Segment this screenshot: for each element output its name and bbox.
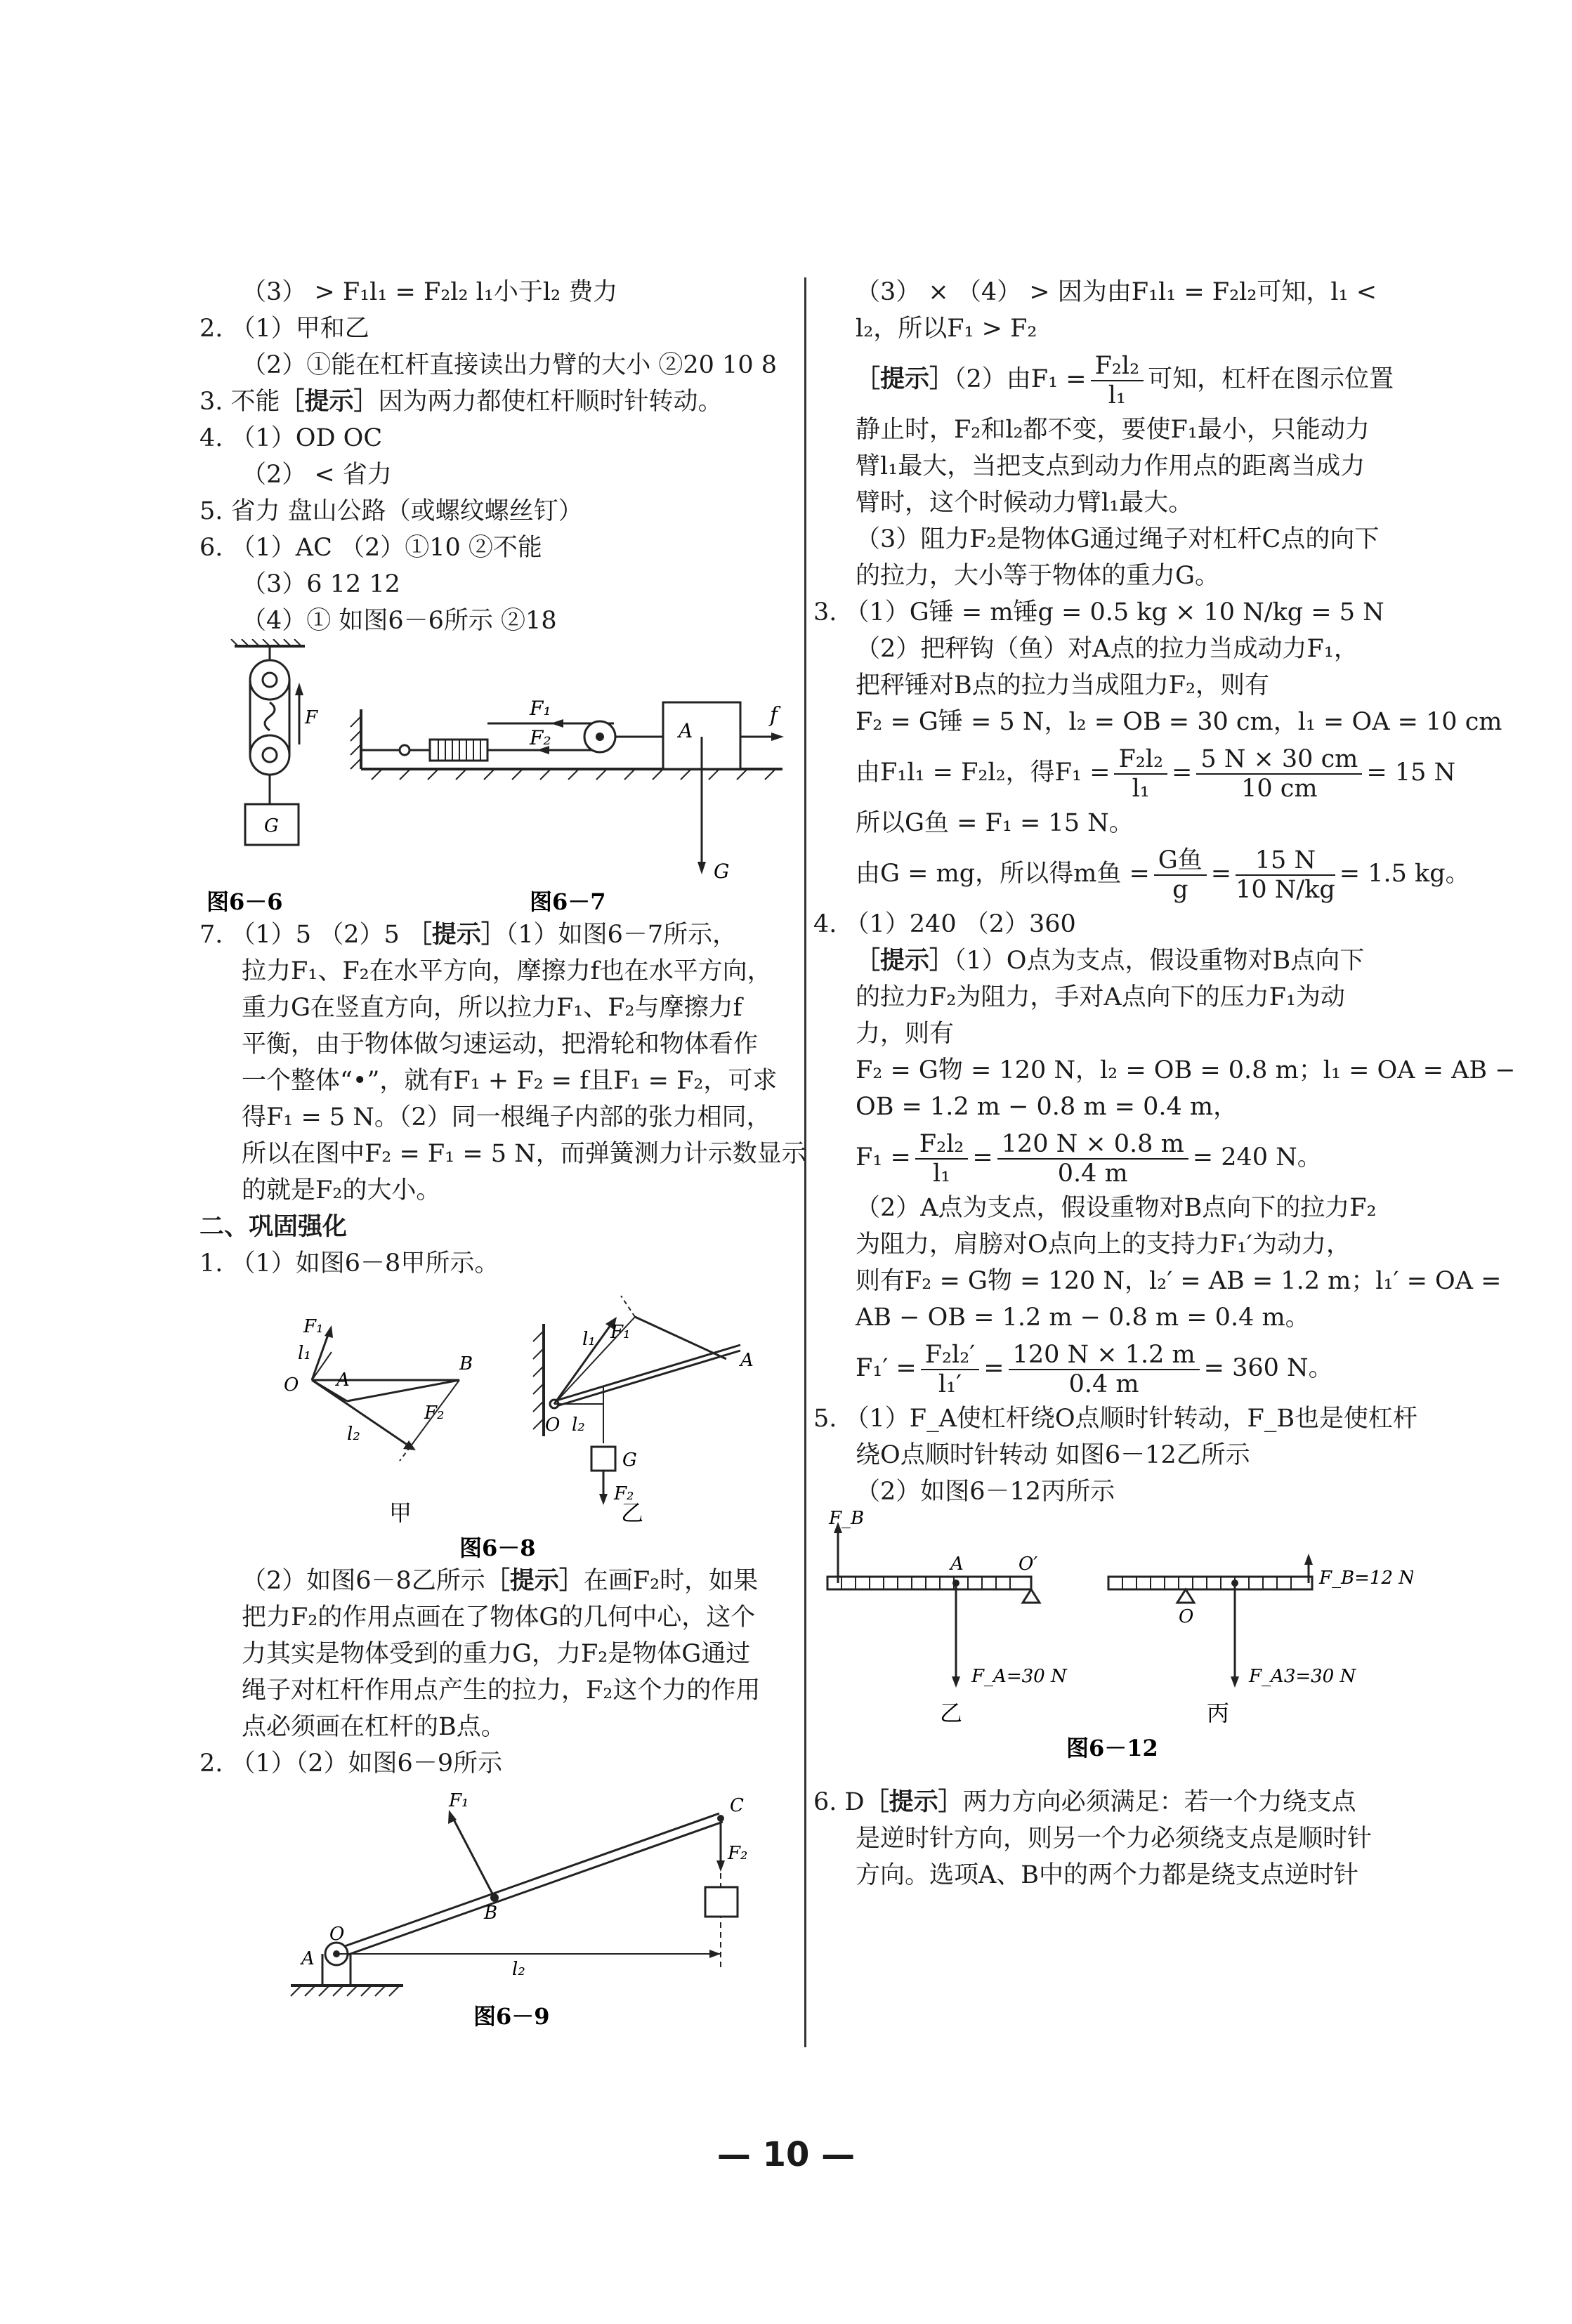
force-f1-label: F₁ bbox=[303, 1316, 324, 1337]
text-line bbox=[813, 841, 1470, 906]
sub-figure-label: 甲 bbox=[389, 1499, 412, 1526]
left-column bbox=[199, 274, 806, 2035]
force-fb-label: F_B=12 N bbox=[1319, 1568, 1413, 1589]
point-c-label: C bbox=[730, 1795, 744, 1816]
point-a-label: A bbox=[679, 719, 693, 742]
fraction bbox=[1009, 1341, 1200, 1398]
fraction bbox=[1236, 846, 1335, 904]
text-line: 2. （1）（2）如图6－9所示 bbox=[199, 1749, 503, 1778]
text-line bbox=[199, 1563, 795, 1599]
hint-label: ［提示］ bbox=[280, 388, 379, 416]
text-line: 3. （1）G锤 = m锤g = 0.5 kg × 10 N/kg = 5 N bbox=[813, 598, 1384, 626]
answer-text: （2）如图6－8乙所示 bbox=[242, 1567, 485, 1595]
text-line: 平衡，由于物体做匀速运动，把滑轮和物体看作 bbox=[242, 1030, 759, 1058]
text-line bbox=[199, 917, 795, 953]
text-line: 把秤锤对B点的拉力当成阻力F₂，则有 bbox=[856, 671, 1270, 700]
text-line: l₂，所以F₁ > F₂ bbox=[856, 315, 1037, 343]
equation-text: F₁′ = bbox=[856, 1354, 917, 1382]
fraction bbox=[1114, 745, 1167, 803]
denominator: l₁ bbox=[932, 1159, 951, 1188]
text-line: 力其实是物体受到的重力G，力F₂是物体G通过 bbox=[242, 1640, 751, 1668]
fraction bbox=[1196, 745, 1362, 803]
figure-6-8 bbox=[199, 1282, 795, 1563]
denominator: 0.4 m bbox=[1057, 1159, 1128, 1188]
text-line: 方向。选项A、B中的两个力都是绕支点逆时针 bbox=[856, 1861, 1358, 1889]
arm-l2-label: l₂ bbox=[512, 1959, 525, 1980]
text-line: 力，则有 bbox=[856, 1020, 955, 1048]
point-a-label: A bbox=[950, 1554, 964, 1575]
fig-6-8-yi bbox=[533, 1296, 754, 1526]
pulley-diagrams bbox=[199, 639, 795, 917]
denominator: 10 cm bbox=[1241, 774, 1318, 803]
hint-label: ［提示］ bbox=[856, 365, 955, 393]
weight-label: G bbox=[622, 1450, 637, 1471]
point-o-label: O bbox=[1179, 1606, 1194, 1627]
text-line: 5. （1）F_A使杠杆绕O点顺时针转动，F_B也是使杠杆 bbox=[813, 1405, 1418, 1433]
text-line bbox=[813, 1336, 1413, 1400]
point-o-label: O bbox=[329, 1924, 345, 1945]
text-line: 拉力F₁、F₂在水平方向，摩擦力f也在水平方向， bbox=[242, 957, 772, 985]
text-line bbox=[813, 1784, 1413, 1820]
hint-text: 在画F₂时，如果 bbox=[583, 1567, 759, 1595]
sub-figure-label: 乙 bbox=[940, 1700, 963, 1726]
text-line: 的就是F₂的大小。 bbox=[242, 1176, 441, 1204]
fig-6-12-bing bbox=[1108, 1554, 1413, 1726]
answer-text: 6. D bbox=[813, 1788, 865, 1816]
hint-label: ［提示］ bbox=[407, 921, 506, 949]
fraction bbox=[1091, 352, 1144, 409]
fig-6-6-drawing bbox=[231, 639, 318, 845]
denominator: l₁ bbox=[1132, 774, 1150, 803]
numerator: 15 N bbox=[1236, 846, 1335, 876]
force-f2-label: F₂ bbox=[728, 1843, 748, 1864]
text-line: 1. （1）如图6－8甲所示。 bbox=[199, 1249, 499, 1278]
numerator: G鱼 bbox=[1154, 846, 1207, 876]
text-line: 所以在图中F₂ = F₁ = 5 N，而弹簧测力计示数显示 bbox=[242, 1140, 806, 1168]
hint-text: 因为两力都使杠杆顺时针转动。 bbox=[378, 388, 723, 416]
text-line: 的拉力F₂为阻力，手对A点向下的压力F₁为动 bbox=[856, 983, 1345, 1011]
text-line: 一个整体“•”，就有F₁ + F₂ = f且F₁ = F₂，可求 bbox=[242, 1067, 778, 1095]
text-line: 静止时，F₂和l₂都不变，要使F₁最小，只能动力 bbox=[856, 416, 1370, 444]
figure-caption: 图6－7 bbox=[530, 888, 606, 915]
text-line bbox=[199, 383, 795, 420]
equation-text: = bbox=[983, 1354, 1004, 1382]
text-line: 6. （1）AC （2）①10 ②不能 bbox=[199, 534, 542, 562]
text-line: 臂l₁最大，当把支点到动力作用点的距离当成力 bbox=[856, 452, 1365, 480]
force-fb-label: F_B bbox=[829, 1510, 865, 1529]
point-a-label: A bbox=[740, 1350, 754, 1371]
equation-text: F₁ = bbox=[856, 1143, 911, 1171]
point-o-label: O bbox=[545, 1414, 561, 1436]
answer-text: 7. （1）5 （2）5 bbox=[199, 921, 400, 949]
hint-text: （1）O点为支点，假设重物对B点向下 bbox=[954, 947, 1365, 975]
figure-6-6-6-7 bbox=[199, 639, 795, 917]
text-line: OB = 1.2 m − 0.8 m = 0.4 m， bbox=[856, 1093, 1238, 1121]
text-line: （2）把秤钩（鱼）对A点的拉力当成动力F₁， bbox=[856, 635, 1358, 663]
lever-diagrams-6-8 bbox=[199, 1282, 795, 1563]
denominator: l₁ bbox=[1108, 381, 1126, 409]
force-f2-label: F₂ bbox=[424, 1403, 445, 1424]
numerator: F₂l₂ bbox=[915, 1130, 969, 1160]
answer-text: 3. 不能 bbox=[199, 388, 280, 416]
point-a-label: A bbox=[336, 1370, 350, 1391]
figure-caption: 图6－9 bbox=[473, 2003, 550, 2030]
force-f1-label: F₁ bbox=[449, 1790, 469, 1811]
text-line: 4. （1）240 （2）360 bbox=[813, 910, 1076, 938]
gravity-label: G bbox=[714, 860, 730, 883]
text-line: （3） × （4） > 因为由F₁l₁ = F₂l₂可知，l₁ < bbox=[856, 278, 1377, 306]
text-line: 绳子对杠杆作用点产生的拉力，F₂这个力的作用 bbox=[242, 1676, 761, 1705]
equation-text: 由F₁l₁ = F₂l₂，得F₁ = bbox=[856, 759, 1111, 787]
equation-text: = bbox=[972, 1143, 993, 1171]
text-line: （2）如图6－12丙所示 bbox=[856, 1478, 1115, 1506]
text-line: 绕O点顺时针转动 如图6－12乙所示 bbox=[856, 1441, 1250, 1469]
denominator: g bbox=[1172, 875, 1188, 904]
lever-diagrams-6-12 bbox=[813, 1510, 1413, 1784]
page-number: — 10 — bbox=[716, 2135, 856, 2174]
hint-label: ［提示］ bbox=[856, 947, 955, 975]
numerator: F₂l₂ bbox=[1114, 745, 1167, 775]
hint-label: ［提示］ bbox=[485, 1567, 584, 1595]
text-line bbox=[813, 347, 1413, 412]
text-line: 点必须画在杠杆的B点。 bbox=[242, 1713, 506, 1741]
fraction bbox=[997, 1130, 1188, 1188]
force-f1-label: F₁ bbox=[610, 1322, 631, 1343]
equation-text: = bbox=[1171, 759, 1193, 787]
text-line: 是逆时针方向，则另一个力必须绕支点是顺时针 bbox=[856, 1825, 1373, 1853]
force-fa-label: F_A=30 N bbox=[971, 1666, 1067, 1687]
sub-figure-label: 丙 bbox=[1207, 1700, 1230, 1726]
text-line: AB − OB = 1.2 m − 0.8 m = 0.4 m。 bbox=[856, 1304, 1310, 1332]
text-line bbox=[813, 740, 1456, 805]
text-line: 2. （1）甲和乙 bbox=[199, 315, 369, 343]
lever-diagram-6-9 bbox=[199, 1782, 795, 2035]
equation-text: 由G = mg，所以得m鱼 = bbox=[856, 860, 1150, 888]
hint-label: ［提示］ bbox=[864, 1788, 963, 1816]
point-o-label: O′ bbox=[1018, 1554, 1038, 1575]
numerator: F₂l₂′ bbox=[921, 1341, 980, 1370]
force-fa3-label: F_A3=30 N bbox=[1249, 1666, 1356, 1687]
figure-6-9 bbox=[199, 1782, 795, 2035]
text-line: F₂ = G锤 = 5 N，l₂ = OB = 30 cm，l₁ = OA = 10 cm bbox=[856, 708, 1502, 736]
force-f2-label: F₂ bbox=[614, 1483, 634, 1504]
force-f1-label: F₁ bbox=[530, 697, 551, 720]
text-line: 的拉力，大小等于物体的重力G。 bbox=[856, 562, 1219, 590]
fraction bbox=[915, 1130, 969, 1188]
numerator: 120 N × 0.8 m bbox=[997, 1130, 1188, 1160]
section-heading: 二、巩固强化 bbox=[199, 1213, 348, 1241]
weight-label: G bbox=[264, 815, 279, 836]
denominator: 0.4 m bbox=[1068, 1370, 1139, 1398]
equation-text: = 1.5 kg。 bbox=[1339, 860, 1470, 888]
figure-caption: 图6－6 bbox=[207, 888, 283, 915]
figure-caption: 图6－8 bbox=[459, 1535, 536, 1561]
point-o-label: O bbox=[284, 1374, 299, 1396]
arm-l2-label: l₂ bbox=[347, 1424, 360, 1445]
sub-figure-label: 乙 bbox=[621, 1499, 644, 1526]
text-line: 为阻力，肩膀对O点向上的支持力F₁′为动力， bbox=[856, 1230, 1351, 1259]
text-line: （3） > F₁l₁ = F₂l₂ l₁小于l₂ 费力 bbox=[242, 278, 618, 306]
text-line: 则有F₂ = G物 = 120 N，l₂′ = AB = 1.2 m；l₁′ = OA = bbox=[856, 1267, 1502, 1295]
hint-text: （2）由F₁ = bbox=[954, 365, 1087, 393]
text-line: （3）6 12 12 bbox=[242, 570, 400, 598]
point-a-label: A bbox=[301, 1948, 315, 1969]
equation-text: = 240 N。 bbox=[1192, 1143, 1322, 1171]
arm-l1-label: l₁ bbox=[298, 1343, 311, 1364]
text-line: （2）A点为支点，假设重物对B点向下的拉力F₂ bbox=[856, 1194, 1377, 1222]
text-line: 5. 省力 盘山公路（或螺纹螺丝钉） bbox=[199, 497, 583, 525]
fig-6-7-drawing bbox=[351, 697, 784, 883]
equation-text: = bbox=[1210, 860, 1232, 888]
numerator: 5 N × 30 cm bbox=[1196, 745, 1362, 775]
arm-l1-label: l₁ bbox=[582, 1329, 596, 1350]
numerator: F₂l₂ bbox=[1091, 352, 1144, 381]
text-line: （3）阻力F₂是物体G通过绳子对杠杆C点的向下 bbox=[856, 525, 1380, 553]
arm-l2-label: l₂ bbox=[572, 1414, 585, 1436]
friction-label: f bbox=[770, 703, 778, 728]
denominator: l₁′ bbox=[938, 1370, 962, 1398]
point-b-label: B bbox=[484, 1903, 498, 1924]
denominator: 10 N/kg bbox=[1236, 875, 1335, 904]
numerator: 120 N × 1.2 m bbox=[1009, 1341, 1200, 1370]
figure-caption: 图6－12 bbox=[1066, 1735, 1158, 1761]
fig-6-8-jia bbox=[284, 1316, 473, 1526]
text-line: 重力G在竖直方向，所以拉力F₁、F₂与摩擦力f bbox=[242, 994, 742, 1022]
text-line: 4. （1）OD OC bbox=[199, 424, 383, 452]
fraction bbox=[1154, 846, 1207, 904]
text-line: F₂ = G物 = 120 N，l₂ = OB = 0.8 m；l₁ = OA = AB − bbox=[856, 1056, 1516, 1084]
right-column bbox=[813, 274, 1516, 1893]
text-line: 所以G鱼 = F₁ = 15 N。 bbox=[856, 809, 1134, 837]
text-line: （4）① 如图6－6所示 ②18 bbox=[242, 607, 557, 635]
force-f2-label: F₂ bbox=[530, 726, 551, 749]
text-line: （2） < 省力 bbox=[242, 461, 392, 489]
text-line: （2）①能在杠杆直接读出力臂的大小 ②20 10 8 bbox=[242, 351, 777, 379]
equation-text: = 360 N。 bbox=[1203, 1354, 1333, 1382]
text-line bbox=[813, 943, 1413, 979]
text-line: 得F₁ = 5 N。（2）同一根绳子内部的张力相同， bbox=[242, 1103, 771, 1131]
fig-6-12-yi bbox=[827, 1510, 1068, 1726]
force-label: F bbox=[305, 707, 318, 728]
hint-text: （1）如图6－7所示， bbox=[505, 921, 738, 949]
text-line: 臂时，这个时候动力臂l₁最大。 bbox=[856, 489, 1193, 517]
hint-text: 可知，杠杆在图示位置 bbox=[1148, 365, 1394, 393]
equation-text: = 15 N bbox=[1366, 759, 1456, 787]
point-b-label: B bbox=[459, 1353, 473, 1374]
text-line bbox=[813, 1125, 1413, 1190]
fraction bbox=[921, 1341, 980, 1398]
text-line: 把力F₂的作用点画在了物体G的几何中心，这个 bbox=[242, 1603, 756, 1632]
figure-6-12 bbox=[813, 1510, 1413, 1784]
hint-text: 两力方向必须满足：若一个力绕支点 bbox=[962, 1788, 1356, 1816]
